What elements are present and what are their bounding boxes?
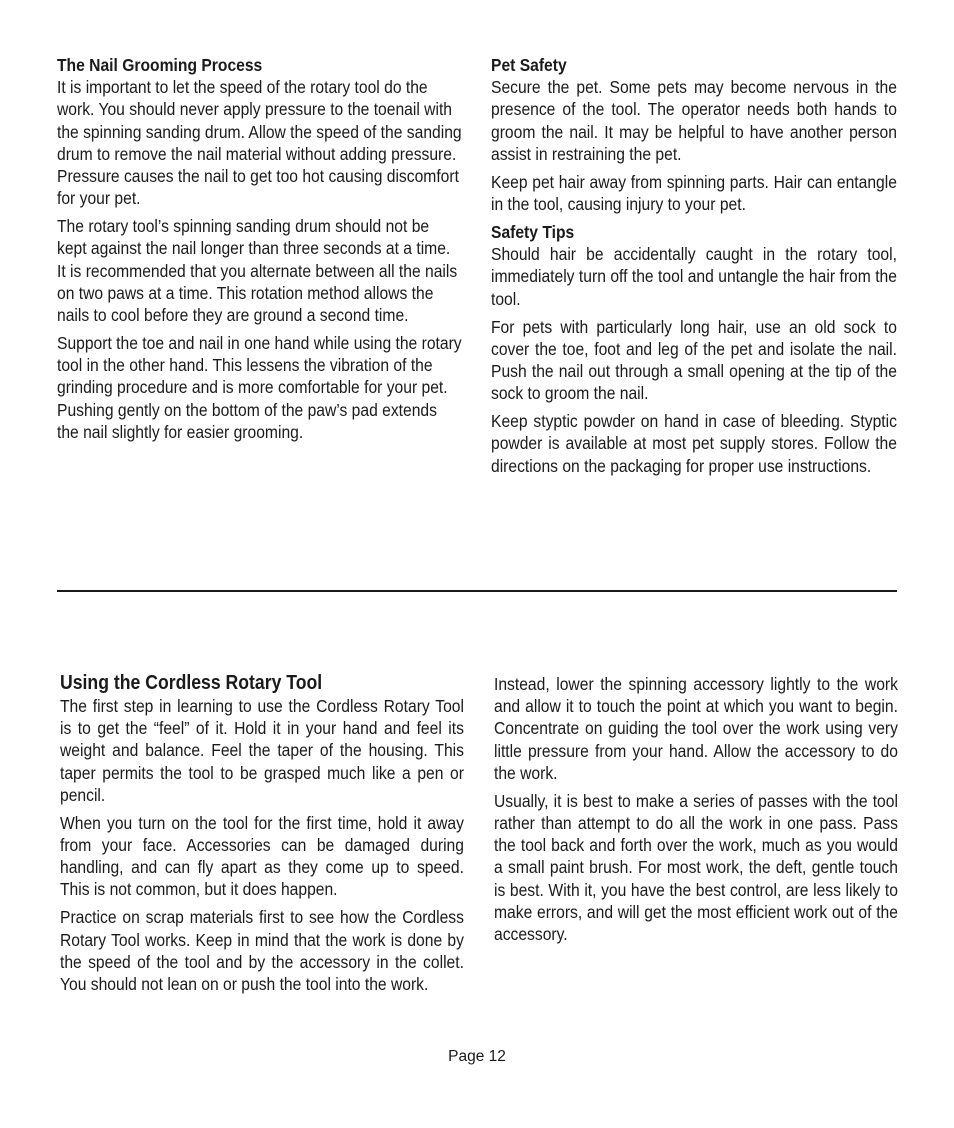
- safety-tips-paragraph-2: For pets with particularly long hair, use an old sock to cover the toe, foot and leg of the pet and isolate the nail. Push the nail out through a small opening at the tip of the sock to groom the nail.: [491, 316, 897, 404]
- safety-tips-paragraph-3: Keep styptic powder on hand in case of bleeding. Styptic powder is available at most pet supply stores. Follow the directions on the packaging for proper use instructions.: [491, 411, 897, 476]
- nail-grooming-paragraph-2: The rotary tool’s spinning sanding drum should not be kept against the nail longer than three seconds at a time. It is recommended that you alternate between all the nails on two paws at a time. This rotation method allows the nails to cool before they are ground a second time.: [57, 216, 458, 326]
- safety-column: [491, 54, 897, 483]
- cordless-tool-right-column: [494, 673, 898, 951]
- cordless-tool-paragraph-1: The first step in learning to use the Cordless Rotary Tool is to get the “feel” of it. Hold it in your hand and feel its weight and balance. Feel the taper of the housing. This taper permits the tool to be grasped much like a pen or pencil.: [60, 696, 464, 805]
- nail-grooming-heading: The Nail Grooming Process: [57, 55, 263, 75]
- cordless-tool-paragraph-5: Usually, it is best to make a series of passes with the tool rather than attempt to do all the work in one pass. Pass the tool back and forth over the work, much as you would a small paint brush. For most work, the deft, gentle touch is best. With it, you have the best control, are less likely to make errors, and will get the most efficient work out of the accessory.: [494, 790, 898, 945]
- page-number: Page 12: [448, 1048, 506, 1065]
- nail-grooming-section: [57, 54, 463, 449]
- cordless-tool-paragraph-3: Practice on scrap materials first to see how the Cordless Rotary Tool works. Keep in mind that the work is done by the speed of the tool and by the accessory in the collet. You should not lean on or push the tool into the work.: [60, 907, 464, 995]
- section-divider: [57, 590, 897, 592]
- safety-tips-paragraph-1: Should hair be accidentally caught in the rotary tool, immediately turn off the tool and untangle the hair from the tool.: [491, 244, 897, 309]
- safety-tips-heading: Safety Tips: [491, 222, 575, 243]
- cordless-tool-left-column: [60, 671, 464, 1001]
- pet-safety-paragraph-1: Secure the pet. Some pets may become nervous in the presence of the tool. The operator needs both hands to groom the nail. It may be helpful to have another person assist in restraining the pet.: [491, 77, 897, 164]
- cordless-tool-heading: Using the Cordless Rotary Tool: [60, 671, 323, 694]
- pet-safety-paragraph-2: Keep pet hair away from spinning parts. Hair can entangle in the tool, causing injury to your pet.: [491, 171, 897, 215]
- cordless-tool-paragraph-4: Instead, lower the spinning accessory lightly to the work and allow it to touch the point at which you want to begin. Concentrate on guiding the tool over the work using very little pressure from your hand. Allow the accessory to do the work.: [494, 674, 898, 783]
- pet-safety-heading: Pet Safety: [491, 55, 567, 75]
- cordless-tool-paragraph-2: When you turn on the tool for the first time, hold it away from your face. Accessories can be damaged during handling, and can fly apart as they come up to speed. This is not common, but it does happen.: [60, 812, 464, 900]
- nail-grooming-paragraph-1: It is important to let the speed of the rotary tool do the work. You should never apply pressure to the toenail with the spinning sanding drum. Allow the speed of the sanding drum to remove the nail material without adding pressure. Pressure causes the nail to get too hot causing discomfort for your pet.: [57, 77, 462, 209]
- nail-grooming-paragraph-3: Support the toe and nail in one hand while using the rotary tool in the other hand. This lessens the vibration of the grinding procedure and is more comfortable for your pet. Pushing gently on the bottom of the paw’s pad extends the nail slightly for easier grooming.: [57, 333, 462, 442]
